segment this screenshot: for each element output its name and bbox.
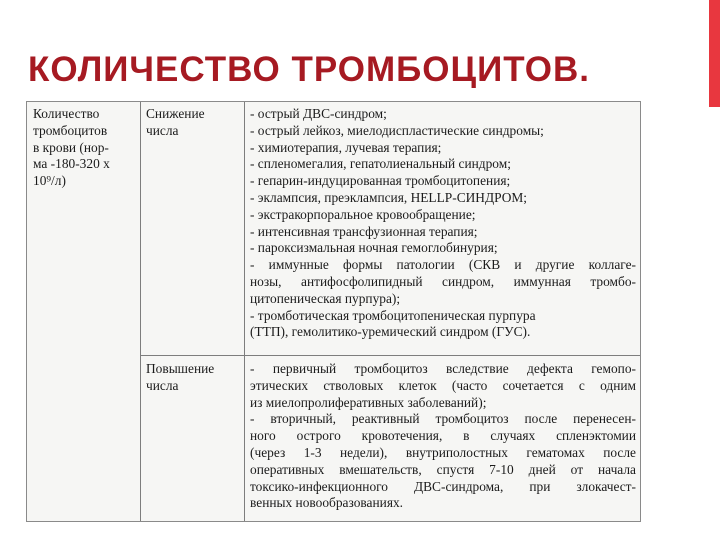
cause-line: цитопеническая пурпура); — [250, 290, 401, 306]
cause-line: - тромботическая тромбоцитопеническая пурпура — [250, 307, 536, 323]
cause-line: - вторичный, реактивный тромбоцитоз после перенесен- — [250, 411, 636, 427]
cause-line: - интенсивная трансфузионная терапия; — [250, 223, 478, 239]
parameter-cell — [33, 106, 137, 190]
parameter-line: 10⁹/л) — [33, 173, 66, 189]
change-line: Снижение — [146, 106, 205, 121]
causes-cell-decrease — [250, 106, 636, 341]
cause-line: оперативных вмешательств, спустя 7-10 дней от начала — [250, 461, 636, 477]
scanned-table — [26, 101, 641, 522]
column-divider-2 — [244, 102, 245, 521]
cause-line: - эклампсия, преэклампсия, HELLP-СИНДРОМ; — [250, 189, 528, 205]
cause-line: из миелопролиферативных заболеваний); — [250, 394, 487, 410]
parameter-line: в крови (нор- — [33, 139, 109, 155]
cause-line: - иммунные формы патологии (СКВ и другие коллаге- — [250, 257, 636, 273]
cause-line: - острый ДВС-синдром; — [250, 106, 387, 121]
cause-line: токсико-инфекционного ДВС-синдрома, при злокачест- — [250, 478, 636, 494]
parameter-line: ма -180-320 х — [33, 156, 110, 172]
slide-title: КОЛИЧЕСТВО ТРОМБОЦИТОВ. — [28, 50, 590, 89]
cause-line: - пароксизмальная ночная гемоглобинурия; — [250, 240, 498, 256]
row-divider — [140, 355, 640, 356]
cause-line: нозы, антифосфолипидный синдром, иммунная тромбо- — [250, 273, 636, 289]
change-line: Повышение — [146, 361, 215, 376]
change-cell-increase — [146, 361, 246, 395]
parameter-line: Количество — [33, 106, 100, 121]
cause-line: - гепарин-индуцированная тромбоцитопения; — [250, 173, 511, 189]
causes-cell-increase — [250, 361, 636, 512]
cause-line: - острый лейкоз, миелодиспластические синдромы; — [250, 122, 544, 138]
cause-line: венных новообразованиях. — [250, 495, 404, 511]
change-line: числа — [146, 122, 179, 138]
parameter-line: тромбоцитов — [33, 122, 108, 138]
cause-line: - первичный тромбоцитоз вследствие дефекта гемопо- — [250, 361, 636, 376]
change-cell-decrease — [146, 106, 246, 140]
cause-line: - экстракорпоральное кровообращение; — [250, 206, 476, 222]
cause-line: ного острого кровотечения, в случаях спленэктомии — [250, 428, 636, 444]
cause-line: - химиотерапия, лучевая терапия; — [250, 139, 442, 155]
cause-line: (ТТП), гемолитико-уремический синдром (ГУС). — [250, 324, 531, 340]
change-line: числа — [146, 377, 179, 393]
accent-bar — [709, 0, 720, 107]
cause-line: (через 1-3 недели), внутриполостных гематомах после — [250, 444, 636, 460]
cause-line: этических стволовых клеток (часто сочетается с одним — [250, 377, 636, 393]
cause-line: - спленомегалия, гепатолиенальный синдром; — [250, 156, 511, 172]
column-divider-1 — [140, 102, 141, 521]
